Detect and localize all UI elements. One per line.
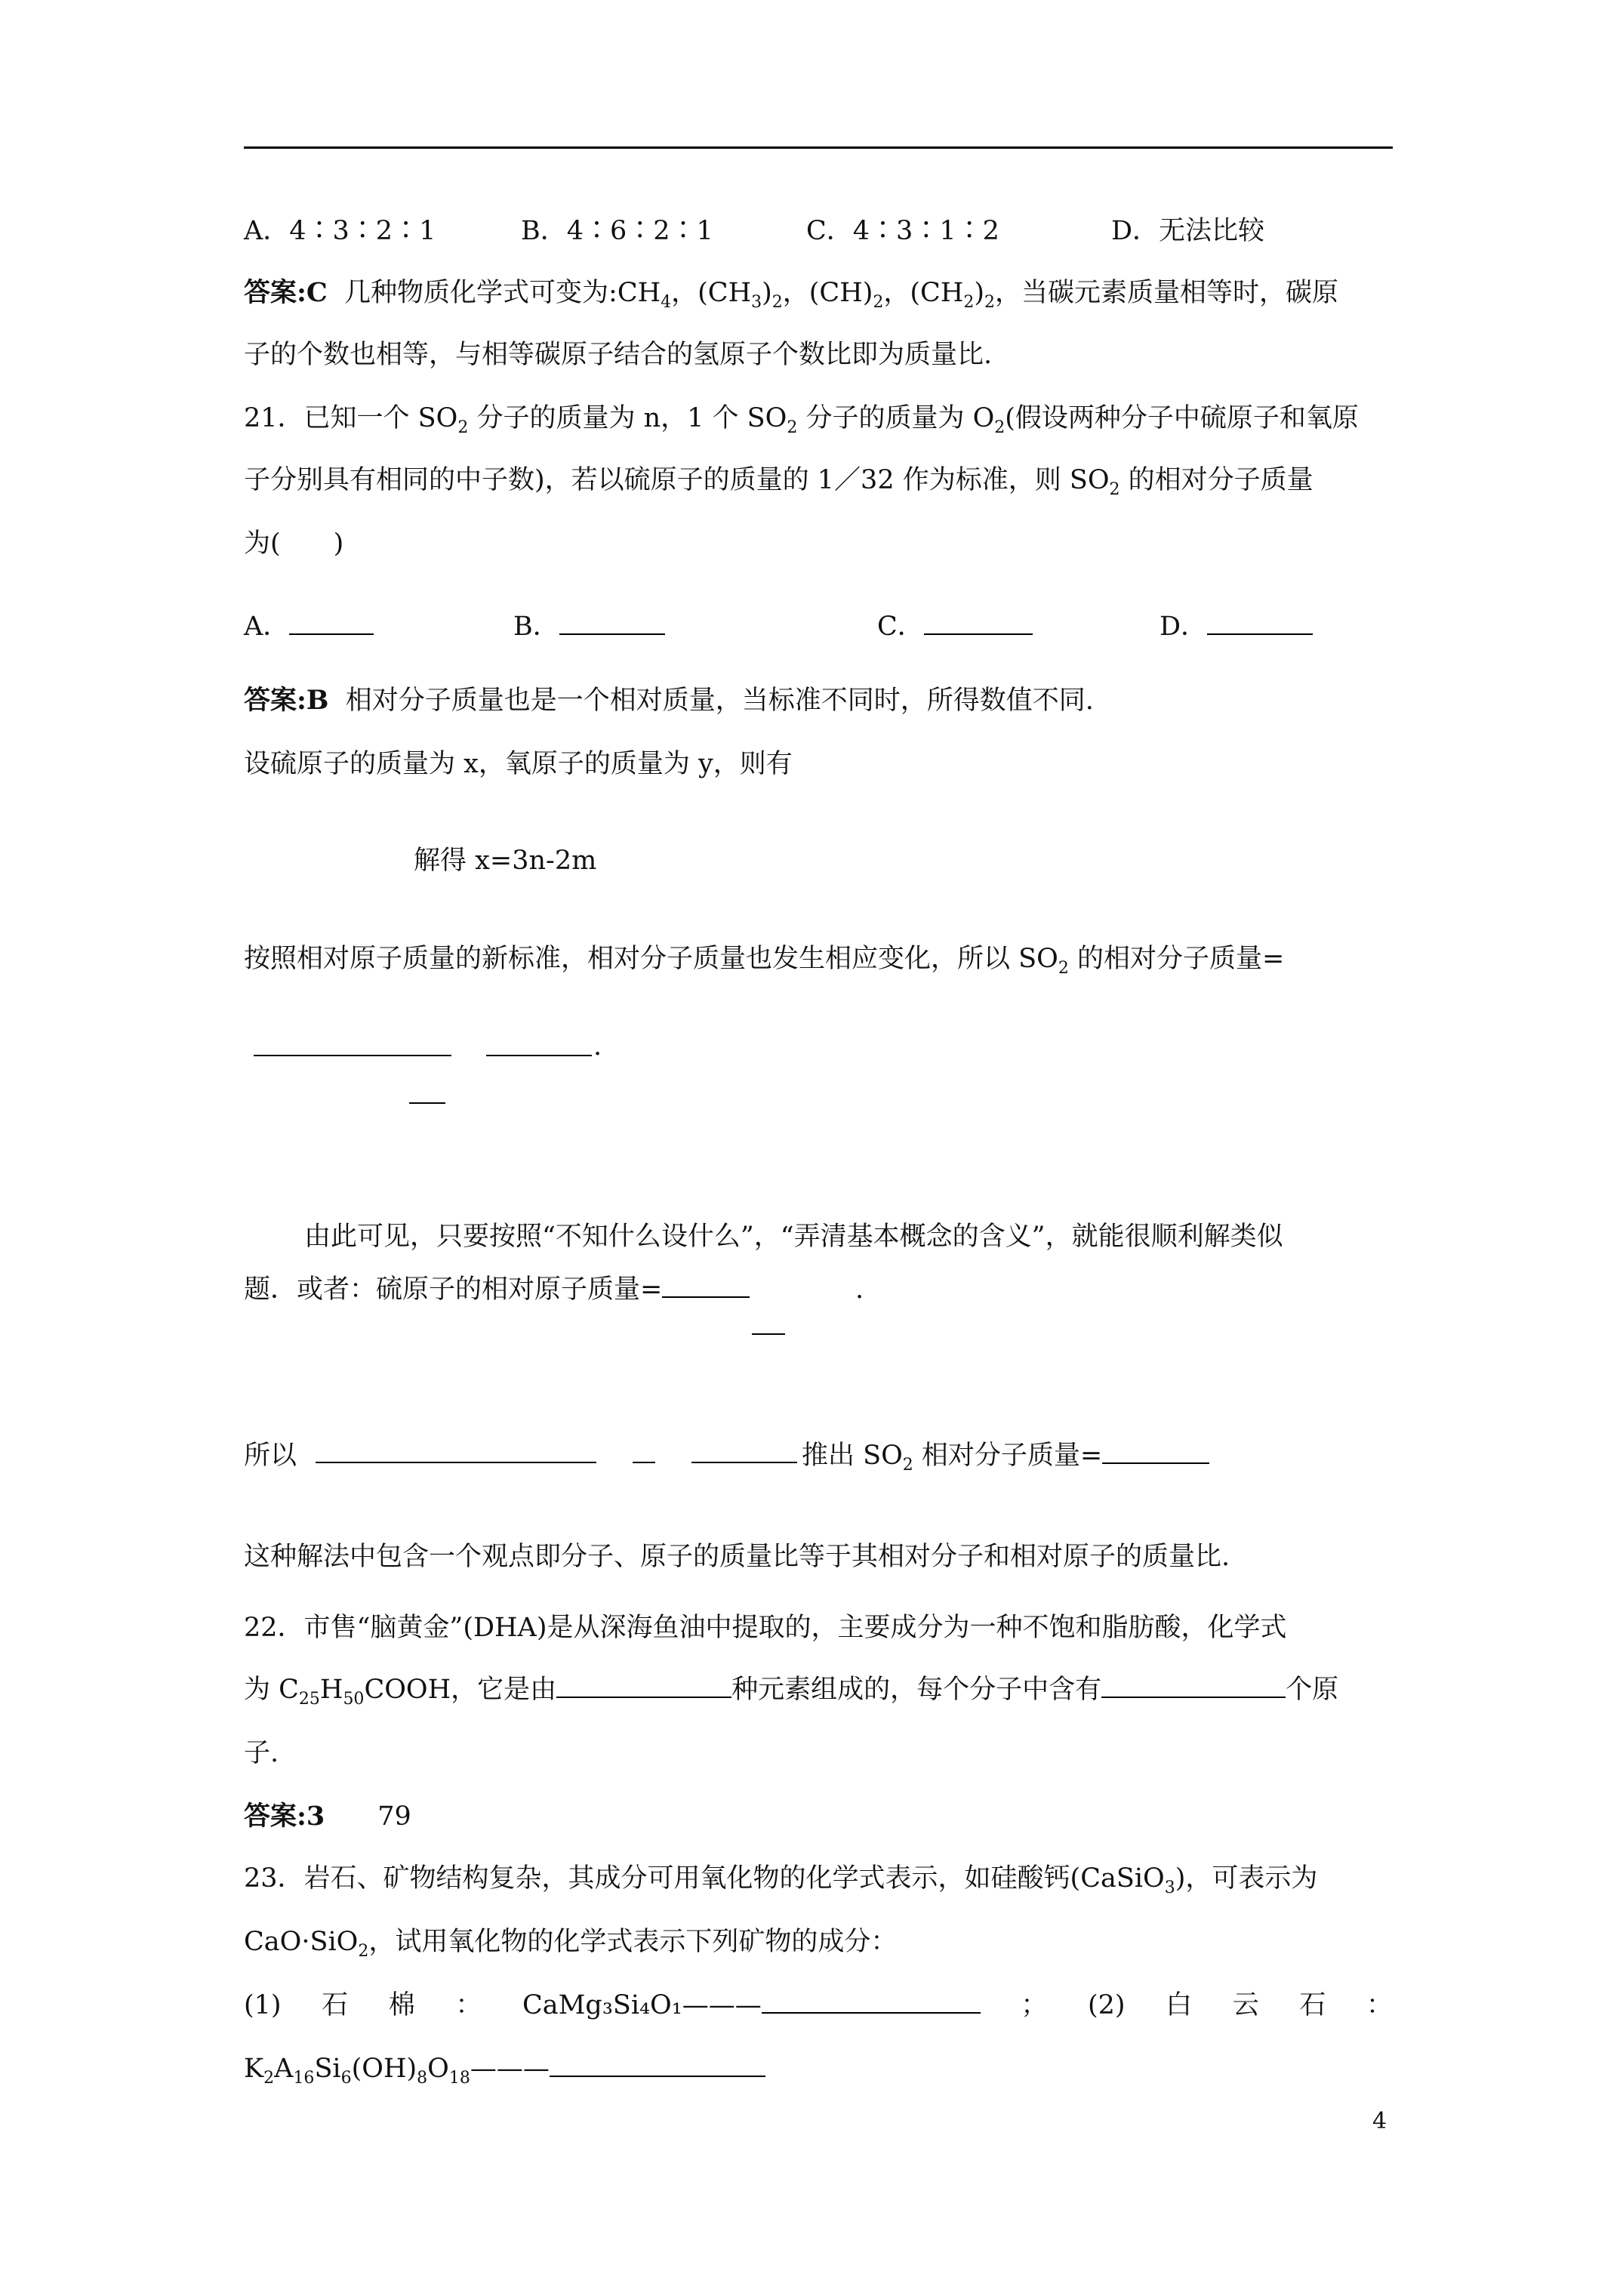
text: 所以: [244, 1441, 297, 1471]
subscript: 3: [1164, 1878, 1175, 1897]
subscript: 3: [751, 293, 762, 312]
subscript: 2: [771, 293, 783, 312]
text: K: [244, 2054, 264, 2084]
text: 为 C: [244, 1675, 299, 1705]
text: 按照相对原子质量的新标准，相对分子质量也发生相应变化，所以 SO: [244, 944, 1058, 974]
text: ，试用氧化物的化学式表示下列矿物的成分：: [368, 1927, 898, 1957]
text: 种元素组成的，每个分子中含有: [731, 1675, 1102, 1705]
text: B．: [513, 612, 559, 642]
q20-option-b: B．4∶6∶2∶1: [521, 216, 713, 246]
text: A．: [244, 612, 290, 642]
text: ———: [470, 2054, 550, 2084]
text: 石: [322, 1990, 349, 2020]
fraction-bar: [289, 615, 374, 635]
q23-stem-line2: [244, 1925, 897, 1959]
text: Si: [314, 2054, 341, 2084]
text: 石: [1299, 1990, 1326, 2020]
fraction-bar: [254, 1055, 451, 1056]
answer-label: 答案:3: [244, 1801, 325, 1832]
subscript: 50: [343, 1690, 365, 1709]
text: ): [762, 278, 772, 308]
text: 23．岩石、矿物结构复杂，其成分可用氧化物的化学式表示，如硅酸钙(CaSiO: [244, 1863, 1165, 1894]
text: ): [974, 278, 985, 308]
q22-stem-line3: 子.: [244, 1738, 279, 1768]
q21-explanation-line2: 设硫原子的质量为 x，氧原子的质量为 y，则有: [244, 749, 793, 779]
fraction-bar: [1207, 615, 1313, 635]
subscript: 18: [448, 2069, 470, 2088]
answer-label: 答案:C: [244, 277, 328, 308]
subscript: 8: [417, 2069, 428, 2088]
text: CaMg₃Si₄O₁———: [522, 1990, 762, 2020]
subscript: 2: [963, 293, 975, 312]
q21-option-c: [877, 610, 1033, 643]
minus-sign: [633, 1462, 655, 1463]
text: ，(CH: [883, 278, 964, 308]
q21-explanation-line1: [244, 684, 1094, 717]
q23-stem-line4: [244, 2052, 765, 2088]
q21-explanation-line7: [244, 1273, 750, 1306]
text: (2): [1087, 1990, 1126, 2020]
q20-explanation-line2: 子的个数也相等，与相等碳原子结合的氢原子个数比即为质量比.: [244, 340, 993, 370]
formula: [522, 1989, 981, 2022]
subscript: 2: [902, 1456, 913, 1475]
subscript: 2: [263, 2069, 275, 2088]
q21-explanation-line6: [244, 1220, 1393, 1253]
q21-explanation-line9: 这种解法中包含一个观点即分子、原子的质量比等于其相对分子和相对原子的质量比.: [244, 1542, 1230, 1572]
text: 推出 SO: [802, 1441, 903, 1471]
fraction-bar: [924, 615, 1033, 635]
answer-blank: [550, 2057, 765, 2077]
text: 白: [1166, 1990, 1193, 2020]
text: 个原: [1286, 1675, 1339, 1705]
q21-stem-line2: [244, 464, 1313, 497]
subscript: 2: [873, 293, 884, 312]
text: ；: [1021, 1990, 1048, 2020]
subscript: 2: [994, 418, 1006, 437]
text: ：: [455, 1990, 482, 2020]
text: C．: [877, 612, 924, 642]
fraction-bar: [409, 1102, 445, 1104]
text: 云: [1232, 1990, 1259, 2020]
text: 分子的质量为 n，1 个 SO: [468, 403, 787, 433]
text: ，当碳元素质量相等时，碳原: [995, 278, 1339, 308]
q21-explanation-line4: [244, 942, 1285, 978]
subscript: 6: [340, 2069, 352, 2088]
text: 几种物质化学式可变为:CH: [344, 278, 661, 308]
subscript: 2: [984, 293, 996, 312]
q21-option-d: [1160, 610, 1313, 643]
q21-explanation-line8: [244, 1439, 297, 1472]
text: 分子的质量为 O: [797, 403, 995, 433]
text: 79: [377, 1801, 411, 1832]
fraction-bar: [1102, 1444, 1209, 1464]
subscript: 4: [661, 293, 672, 312]
q20-explanation-line1: [244, 276, 1338, 310]
text: H: [319, 1675, 343, 1705]
header-rule: [244, 146, 1393, 149]
text: D．: [1160, 612, 1208, 642]
text: (假设两种分子中硫原子和氧原: [1005, 403, 1359, 433]
subscript: 2: [1109, 480, 1120, 499]
fraction-bar: [691, 1462, 797, 1463]
fraction-bar: [559, 615, 665, 635]
subscript: 2: [787, 418, 798, 437]
q20-option-a: A．4∶3∶2∶1: [244, 216, 436, 246]
fraction-bar: [662, 1278, 750, 1298]
period: .: [855, 1274, 864, 1305]
text: CaO·SiO: [244, 1927, 359, 1957]
q22-stem-line1: 22．市售“脑黄金”(DHA)是从深海鱼油中提取的，主要成分为一种不饱和脂肪酸，化学式: [244, 1613, 1287, 1643]
text: 21．已知一个 SO: [244, 403, 458, 433]
text: 子分别具有相同的中子数)，若以硫原子的质量的 1／32 作为标准，则 SO: [244, 465, 1110, 495]
subscript: 25: [298, 1690, 320, 1709]
answer-blank: [1101, 1678, 1286, 1698]
answer-blank: [762, 1994, 981, 2014]
q21-explanation-line8b: [802, 1439, 1209, 1475]
q22-answer: [244, 1800, 411, 1833]
text: 相对分子质量也是一个相对质量，当标准不同时，所得数值不同.: [345, 686, 1094, 716]
subscript: 2: [358, 1942, 369, 1961]
q23-stem-line1: [244, 1862, 1317, 1895]
text: O: [427, 2054, 449, 2084]
subscript: 16: [293, 2069, 315, 2088]
text: ，(CH): [782, 278, 873, 308]
fraction-bar: [752, 1333, 785, 1335]
answer-label: 答案:B: [244, 685, 329, 716]
text: ，(CH: [671, 278, 752, 308]
text: (OH): [351, 2054, 417, 2084]
text: )，可表示为: [1175, 1863, 1318, 1894]
text: 相对分子质量=: [913, 1441, 1103, 1471]
fraction-bar: [486, 1055, 592, 1056]
q21-option-a: [244, 610, 374, 643]
text: 棉: [388, 1990, 415, 2020]
text: 题．或者：硫原子的相对原子质量=: [244, 1274, 663, 1305]
q21-stem-line1: [244, 402, 1359, 435]
text: A: [274, 2054, 294, 2084]
q21-explanation-solve: 解得 x=3n-2m: [414, 846, 597, 876]
page-number: 4: [1372, 2108, 1387, 2134]
text: 的相对分子质量: [1119, 465, 1313, 495]
answer-blank: [556, 1678, 731, 1698]
text: 由此可见，只要按照“不知什么设什么”，“弄清基本概念的含义”，就能很顺利解类似: [304, 1222, 1283, 1252]
text: (1): [244, 1990, 282, 2020]
q21-stem-line3: 为( ): [244, 529, 344, 559]
subscript: 2: [457, 418, 469, 437]
q20-option-c: C．4∶3∶1∶2: [806, 216, 999, 246]
q23-stem-line3: [244, 1989, 1393, 2022]
q20-option-d: D．无法比较: [1111, 216, 1265, 246]
fraction-bar: [316, 1462, 596, 1463]
text: COOH，它是由: [364, 1675, 557, 1705]
q21-option-b: [513, 610, 665, 643]
text: ：: [1366, 1990, 1393, 2020]
subscript: 2: [1058, 959, 1069, 978]
period: .: [593, 1031, 602, 1062]
q22-stem-line2: [244, 1673, 1339, 1709]
text: 的相对分子质量=: [1068, 944, 1285, 974]
